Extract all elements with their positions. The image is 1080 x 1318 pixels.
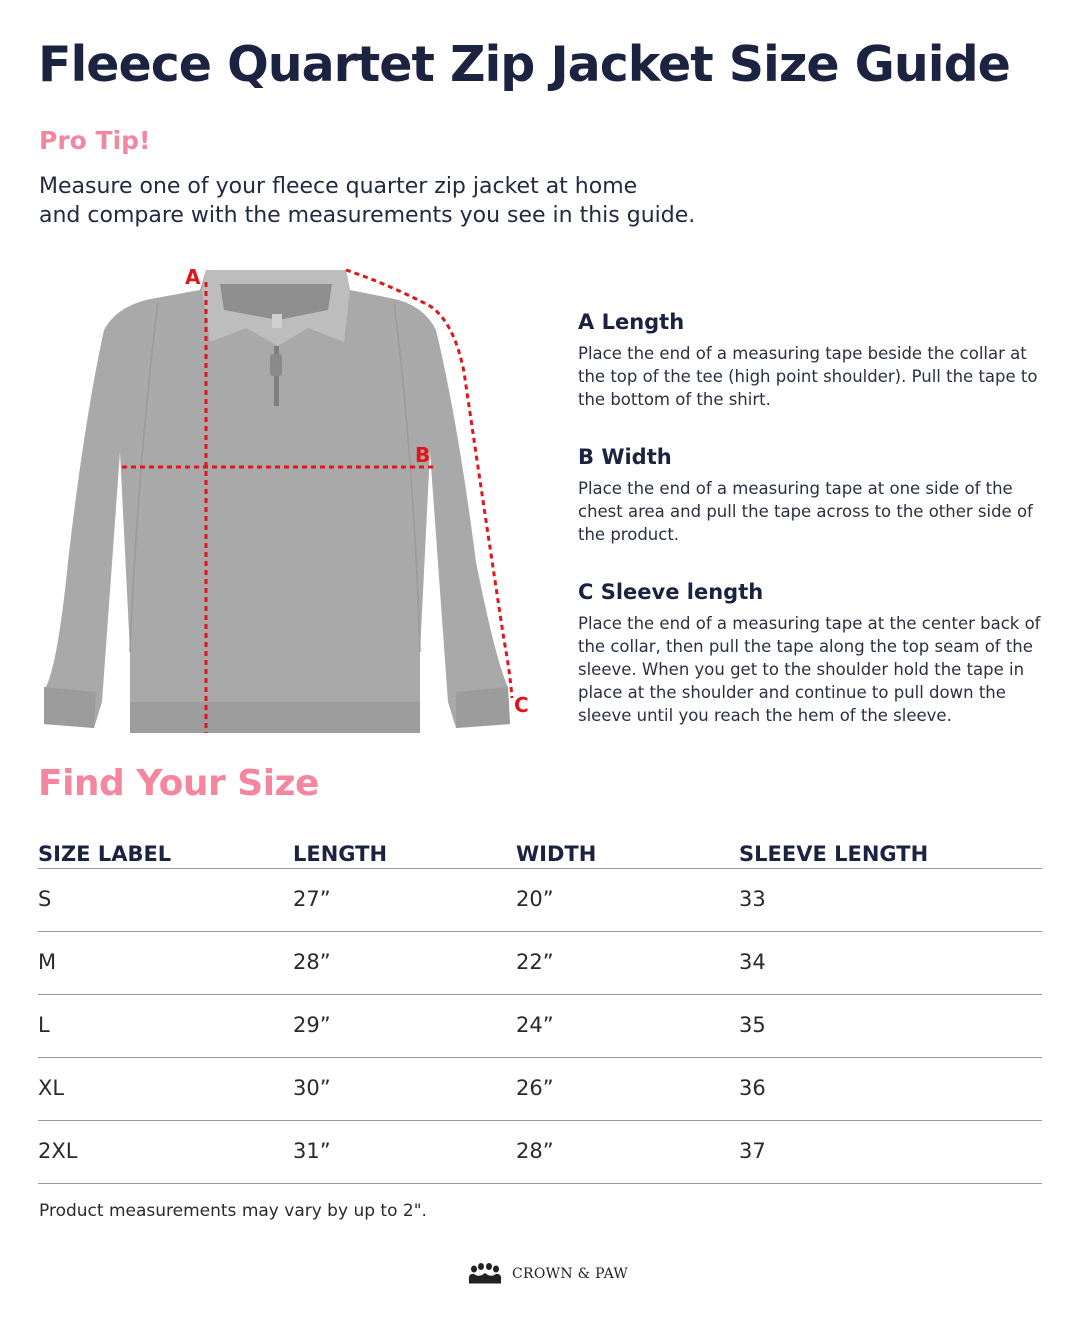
cell-size: S xyxy=(38,887,52,911)
instruction-length-text: Place the end of a measuring tape beside the collar at the top of the tee (high point shoulder). Pull the tape to the bottom of the shirt. xyxy=(578,344,1038,409)
page-title: Fleece Quartet Zip Jacket Size Guide xyxy=(38,36,1010,93)
table-row xyxy=(38,932,1042,995)
header-length: LENGTH xyxy=(293,842,388,866)
label-c: C xyxy=(514,693,529,717)
bottom-hem xyxy=(130,702,420,733)
cell-length: 29” xyxy=(293,1013,331,1037)
pro-tip-line-2: and compare with the measurements you see in this guide. xyxy=(39,203,696,228)
cell-sleeve-length: 37 xyxy=(739,1139,766,1163)
cell-sleeve-length: 35 xyxy=(739,1013,766,1037)
instruction-sleeve-text: Place the end of a measuring tape at the center back of the collar, then pull the tape along the top seam of the sleeve. When you get to the shoulder hold the tape in place at the shoulder and continue to pull down the sleeve until you reach the hem of the sleeve. xyxy=(578,614,1041,725)
cell-width: 26” xyxy=(516,1076,554,1100)
find-your-size-heading: Find Your Size xyxy=(38,763,319,804)
label-a: A xyxy=(185,265,201,289)
brand-name: CROWN & PAW xyxy=(512,1266,629,1282)
cell-size: M xyxy=(38,950,57,974)
header-width: WIDTH xyxy=(516,842,597,866)
table-row xyxy=(38,869,1042,932)
header-sleeve-length: SLEEVE LENGTH xyxy=(739,842,929,866)
jacket-diagram xyxy=(38,262,538,742)
instruction-width-text: Place the end of a measuring tape at one side of the chest area and pull the tape across to the other side of the product. xyxy=(578,479,1033,544)
instruction-length-title: A Length xyxy=(578,310,685,334)
zipper-pull xyxy=(270,354,282,376)
cell-width: 22” xyxy=(516,950,554,974)
cell-sleeve-length: 34 xyxy=(739,950,766,974)
cell-size: XL xyxy=(38,1076,65,1100)
header-size-label: SIZE LABEL xyxy=(38,842,172,866)
cell-length: 28” xyxy=(293,950,331,974)
instruction-sleeve xyxy=(578,580,1048,727)
brand-logo xyxy=(466,1262,628,1286)
left-cuff xyxy=(44,687,96,728)
pro-tip-line-1: Measure one of your fleece quarter zip jacket at home xyxy=(39,174,638,199)
crown-paw-icon xyxy=(466,1263,504,1285)
table-row xyxy=(38,995,1042,1058)
cell-width: 20” xyxy=(516,887,554,911)
cell-width: 28” xyxy=(516,1139,554,1163)
size-table xyxy=(38,838,1042,1184)
table-row xyxy=(38,1121,1042,1184)
pro-tip-heading: Pro Tip! xyxy=(39,126,151,155)
measurement-note: Product measurements may vary by up to 2". xyxy=(39,1201,427,1221)
cell-size: L xyxy=(38,1013,50,1037)
right-cuff xyxy=(456,687,510,728)
label-b: B xyxy=(415,443,431,467)
instruction-width-title: B Width xyxy=(578,445,672,469)
cell-sleeve-length: 33 xyxy=(739,887,766,911)
cell-length: 31” xyxy=(293,1139,331,1163)
size-table-header xyxy=(38,838,1042,869)
instruction-length xyxy=(578,310,1048,411)
cell-length: 30” xyxy=(293,1076,331,1100)
instruction-width xyxy=(578,445,1048,546)
cell-length: 27” xyxy=(293,887,331,911)
neck-label xyxy=(272,314,282,328)
table-row xyxy=(38,1058,1042,1121)
pro-tip-text xyxy=(39,172,739,230)
cell-size: 2XL xyxy=(38,1139,78,1163)
cell-width: 24” xyxy=(516,1013,554,1037)
instruction-sleeve-title: C Sleeve length xyxy=(578,580,764,604)
cell-sleeve-length: 36 xyxy=(739,1076,766,1100)
